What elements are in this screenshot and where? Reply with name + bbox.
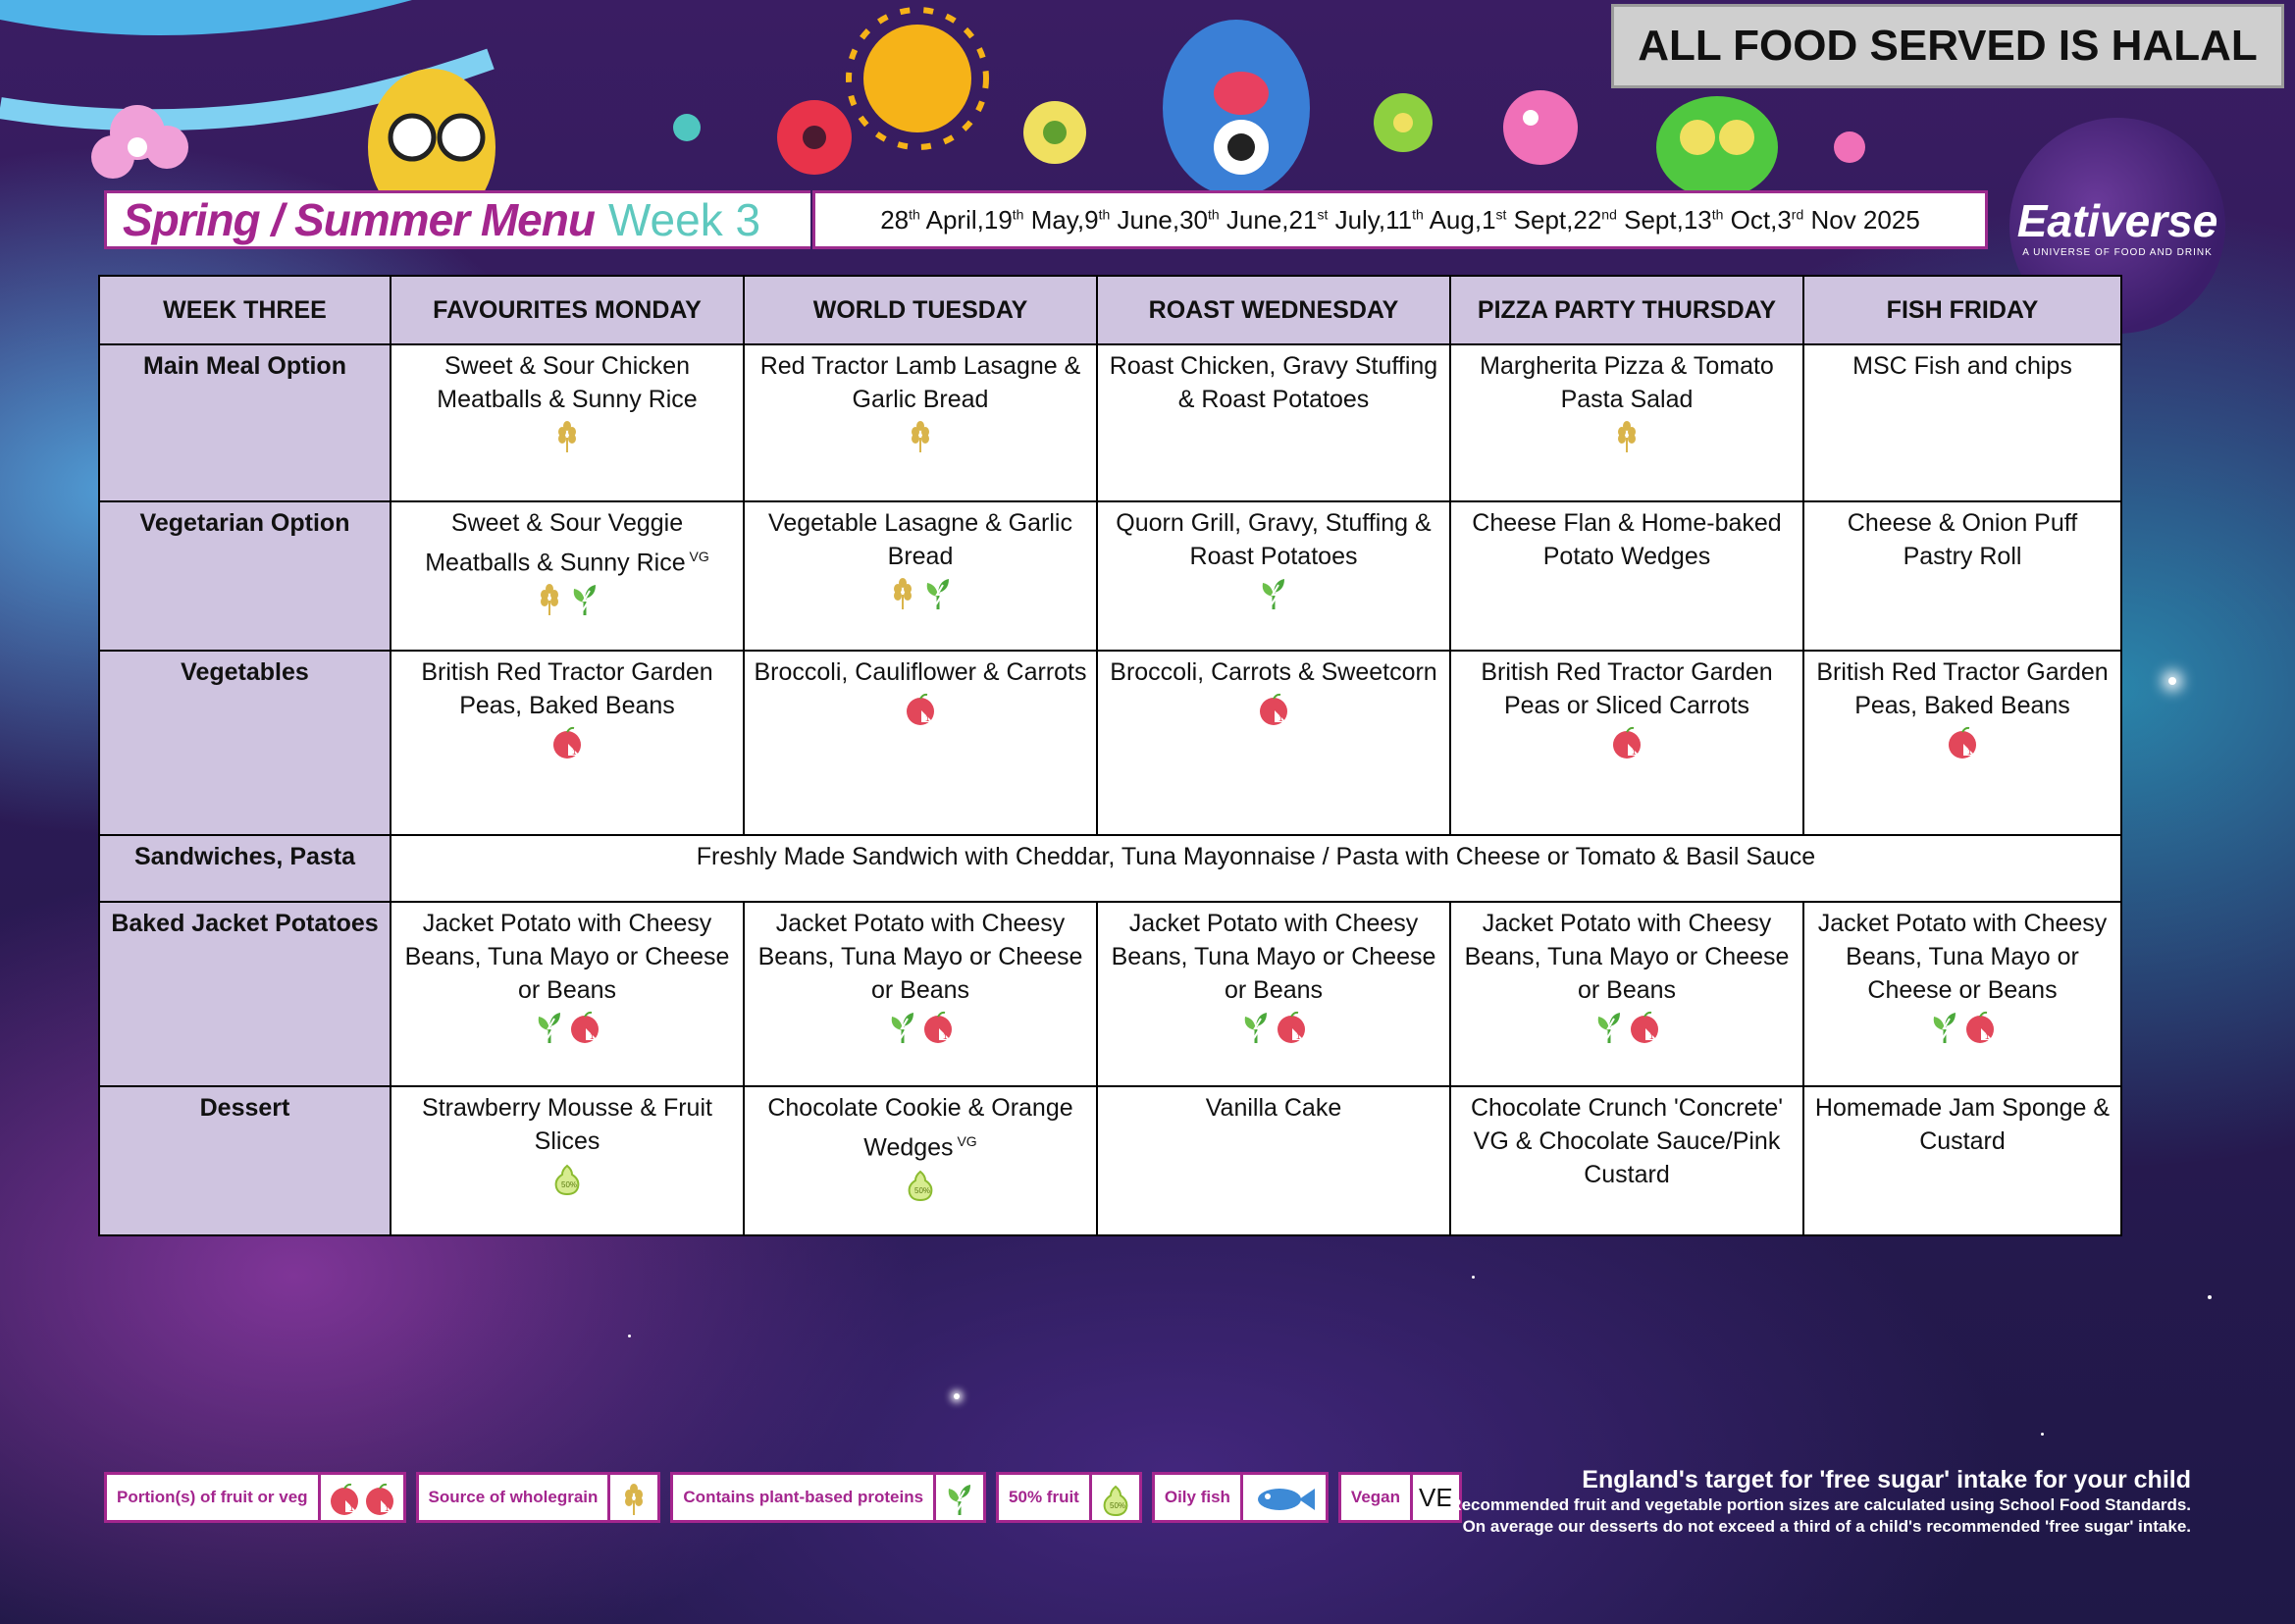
table-row-vegetarian [99,501,2121,651]
header-monday: FAVOURITES MONDAY [391,276,744,344]
dish-text: Jacket Potato with Cheesy Beans, Tuna Mayo or Cheese or Beans [404,910,730,1004]
fruit-veg-icon [1257,693,1290,726]
vegan-tag: VG [685,549,709,564]
top-decoration [0,0,1619,196]
halal-banner: ALL FOOD SERVED IS HALAL [1611,4,2284,88]
menu-cell [1097,651,1450,835]
svg-text:1: 1 [1967,748,1972,757]
menu-date: 19th May, [983,204,1085,235]
dish-text: Strawberry Mousse & Fruit Slices [422,1094,712,1155]
plant-protein-icon [886,1011,919,1044]
legend-item [670,1472,986,1523]
header-week: WEEK THREE [99,276,391,344]
menu-cell [1803,344,2121,501]
fruit-veg-icon [550,726,584,760]
dish-text: MSC Fish and chips [1852,352,2072,380]
row-label: Vegetables [99,651,391,835]
svg-text:1: 1 [348,1504,353,1513]
menu-cell [391,501,744,651]
dish-text: Margherita Pizza & Tomato Pasta Salad [1480,352,1774,413]
dish-text: Sweet & Sour Veggie Meatballs & Sunny Rice $^{VG}$ [425,509,709,577]
wholegrain-icon [610,1475,657,1520]
logo-name: Eativerse [2016,194,2218,246]
legend-item [996,1472,1142,1523]
svg-text:1: 1 [1296,1032,1301,1041]
wholegrain-icon [533,583,566,616]
plant-protein-icon [1592,1011,1626,1044]
dish-text: Red Tractor Lamb Lasagne & Garlic Bread [759,352,1081,413]
dish-text: Homemade Jam Sponge & Custard [1814,1094,2111,1155]
menu-date: 22nd Sept, [1573,204,1684,235]
header-wednesday: ROAST WEDNESDAY [1097,276,1450,344]
flower-pink-icon [1834,131,1865,163]
butterfly-icon [1503,90,1578,165]
menu-cell [1097,902,1450,1086]
title-box [104,190,810,249]
menu-cell [1803,902,2121,1086]
menu-cell [391,344,744,501]
flower-red-icon [777,100,852,175]
legend-label: 50% fruit [999,1475,1092,1520]
dish-text: Jacket Potato with Cheesy Beans, Tuna Mayo or Cheese or Beans [1817,910,2108,1004]
menu-title-bar [104,190,1988,249]
menu-title: Spring / Summer Menu [123,194,595,245]
menu-date: 1st Sept, [1482,204,1574,235]
dish-text: Quorn Grill, Gravy, Stuffing & Roast Potatoes [1116,509,1432,570]
svg-text:1: 1 [384,1504,389,1513]
logo-tagline: A UNIVERSE OF FOOD AND DRINK [2022,246,2213,258]
dish-text: Chocolate Cookie & Orange Wedges $^{VG}$ [767,1094,1073,1162]
plant-protein-icon [1257,577,1290,610]
header-tuesday: WORLD TUESDAY [744,276,1097,344]
vegan-value: VE [1419,1482,1453,1512]
dish-text: Chocolate Crunch 'Concrete' VG & Chocolate Sauce/Pink Custard [1470,1094,1784,1188]
svg-text:50%: 50% [914,1186,931,1196]
fruit-veg-icon [568,1011,601,1044]
menu-cell [744,651,1097,835]
vegan-tag: VG [953,1133,977,1149]
legend-label: Contains plant-based proteins [673,1475,936,1520]
row-label: Dessert [99,1086,391,1235]
dish-text: Sweet & Sour Chicken Meatballs & Sunny Rice [437,352,698,413]
table-row-vegetables [99,651,2121,835]
menu-date: 11th Aug, [1385,204,1483,235]
menu-cell [744,1086,1097,1235]
row-label: Main Meal Option [99,344,391,501]
dish-text: Broccoli, Carrots & Sweetcorn [1110,658,1437,686]
legend-label: Source of wholegrain [419,1475,611,1520]
svg-text:1: 1 [1278,714,1283,723]
svg-text:1: 1 [590,1032,595,1041]
menu-cell [1097,501,1450,651]
plant-protein-icon [936,1475,983,1520]
fruit-veg-icon [1963,1011,1997,1044]
svg-text:1: 1 [572,748,577,757]
legend-label: Oily fish [1155,1475,1243,1520]
svg-text:1: 1 [1649,1032,1654,1041]
menu-cell [1803,651,2121,835]
table-row-dessert [99,1086,2121,1235]
dish-text: Vegetable Lasagne & Garlic Bread [768,509,1072,570]
table-row-main [99,344,2121,501]
menu-cell [391,1086,744,1235]
legend-item [1152,1472,1329,1523]
fifty-fruit-icon [550,1162,584,1195]
legend-label: Vegan [1341,1475,1413,1520]
fruit-veg-icon [904,693,937,726]
plant-protein-icon [533,1011,566,1044]
plant-protein-icon [921,577,955,610]
menu-cell [1803,1086,2121,1235]
fruit-veg-icon [1946,726,1979,760]
alien-green-icon [1656,96,1778,198]
plant-protein-icon [568,583,601,616]
table-row-jacket [99,902,2121,1086]
menu-cell [391,651,744,835]
dish-text: Jacket Potato with Cheesy Beans, Tuna Mayo or Cheese or Beans [757,910,1083,1004]
menu-table [98,275,2122,1236]
fruit-veg-icon [1275,1011,1308,1044]
svg-text:1: 1 [943,1032,948,1041]
plant-protein-icon [1239,1011,1273,1044]
sugar-line-1: Recommended fruit and vegetable portion sizes are calculated using School Food Standards. [1449,1495,2191,1514]
fish-icon [1243,1475,1326,1520]
menu-cell [391,902,744,1086]
dish-text: British Red Tractor Garden Peas, Baked Beans [1816,658,2109,719]
row-label: Sandwiches, Pasta [99,835,391,902]
header-thursday: PIZZA PARTY THURSDAY [1450,276,1803,344]
menu-date: 9th June, [1084,204,1180,235]
wholegrain-icon [550,420,584,453]
legend-label: Portion(s) of fruit or veg [107,1475,321,1520]
fruit-veg-icon [921,1011,955,1044]
row-label: Vegetarian Option [99,501,391,651]
alien-decoration [1648,88,1904,206]
svg-text:1: 1 [1985,1032,1990,1041]
flower-yellow-icon [1023,101,1086,164]
dish-text: Jacket Potato with Cheesy Beans, Tuna Mayo or Cheese or Beans [1464,910,1790,1004]
menu-date: 13th Oct, [1683,204,1778,235]
wholegrain-icon [904,420,937,453]
legend-item [416,1472,661,1523]
row-label: Baked Jacket Potatoes [99,902,391,1086]
header-friday: FISH FRIDAY [1803,276,2121,344]
sugar-note [1449,1466,2191,1538]
menu-cell [1450,501,1803,651]
dish-text: Jacket Potato with Cheesy Beans, Tuna Mayo or Cheese or Beans [1111,910,1436,1004]
monster-blue-icon [1163,20,1310,196]
table-header-row [99,276,2121,344]
dish-text: Vanilla Cake [1205,1094,1342,1122]
legend-item [104,1472,406,1523]
fifty-fruit-icon [904,1168,937,1201]
dish-text: Cheese Flan & Home-baked Potato Wedges [1472,509,1782,570]
menu-cell [744,344,1097,501]
fifty-fruit-icon [1092,1475,1139,1520]
flower-icon [673,114,701,141]
dish-text: British Red Tractor Garden Peas, Baked Beans [421,658,713,719]
plant-protein-icon [1928,1011,1961,1044]
legend-item [1338,1472,1462,1523]
sugar-heading: England's target for 'free sugar' intake for your child [1582,1466,2191,1493]
sugar-line-2: On average our desserts do not exceed a third of a child's recommended 'free sugar' intake. [1462,1517,2191,1536]
week-label: Week 3 [607,194,761,245]
dish-text: British Red Tractor Garden Peas or Sliced Carrots [1481,658,1773,719]
menu-cell [1097,1086,1450,1235]
wholegrain-icon [886,577,919,610]
menu-cell [1450,1086,1803,1235]
sun-icon [849,10,986,147]
dish-text: Broccoli, Cauliflower & Carrots [754,658,1087,686]
svg-text:1: 1 [1632,748,1637,757]
svg-text:50%: 50% [561,1180,578,1189]
dish-text: Cheese & Onion Puff Pastry Roll [1847,509,2078,570]
wholegrain-icon [1610,420,1643,453]
legend [104,1472,1462,1523]
dish-text: Roast Chicken, Gravy Stuffing & Roast Potatoes [1109,352,1438,413]
menu-date: 30th June, [1179,204,1289,235]
menu-cell [1803,501,2121,651]
menu-cell [1450,344,1803,501]
menu-date: 21st July, [1288,204,1386,235]
menu-cell [1097,344,1450,501]
fruit-veg-icon [1628,1011,1661,1044]
menu-date: 28th April, [880,204,984,235]
menu-cell [744,501,1097,651]
svg-text:1: 1 [925,714,930,723]
fruit-veg-icon [1610,726,1643,760]
sandwiches-cell: Freshly Made Sandwich with Cheddar, Tuna Mayonnaise / Pasta with Cheese or Tomato & Basil Sauce [391,835,2121,902]
fruit-veg-icon [321,1475,403,1520]
menu-cell [1450,651,1803,835]
table-row-sandwiches [99,835,2121,902]
menu-cell [744,902,1097,1086]
menu-cell [1450,902,1803,1086]
menu-dates [812,190,1988,249]
menu-date: 3rd Nov 2025 [1777,204,1920,235]
svg-text:50%: 50% [1109,1501,1125,1510]
flower-green-icon [1374,93,1433,152]
